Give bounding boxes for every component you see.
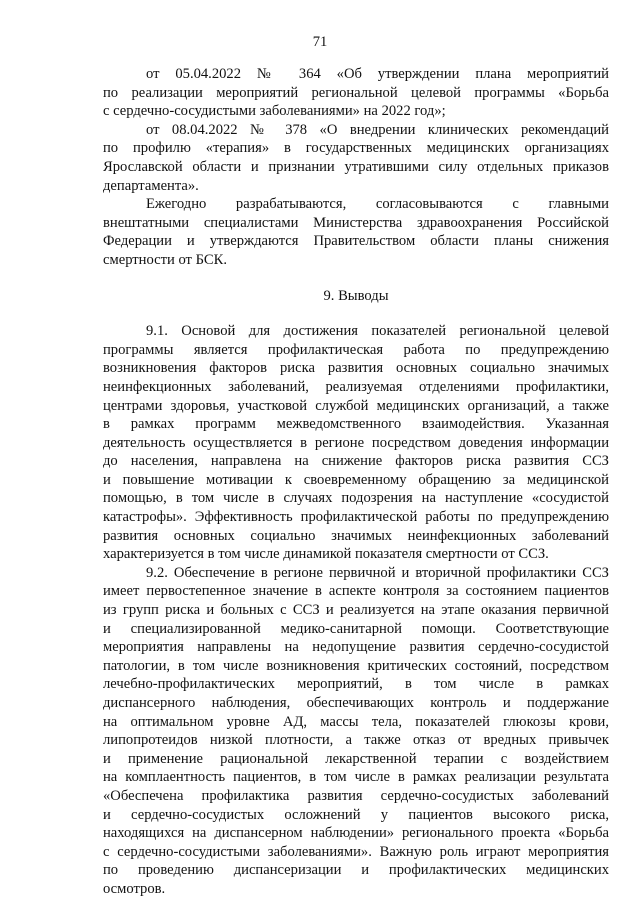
paragraph-line: в рамках программ межведомственного взаимодействия. Указанная — [103, 416, 609, 433]
paragraph-line: и применение рациональной лекарственной терапии с воздействием — [103, 750, 609, 767]
conclusion-paragraphs — [103, 322, 609, 898]
paragraph-line: помощью, в том числе в случаях подозрения на наступление «сосудистой — [103, 490, 609, 507]
paragraph-line: неинфекционных заболеваний, реализуемая отделениями профилактики, — [103, 378, 609, 395]
paragraph-line: осмотров. — [103, 880, 166, 897]
paragraph-line: находящихся на диспансерном наблюдении» регионального проекта «Борьба — [103, 825, 609, 842]
section-heading: 9. Выводы — [323, 287, 389, 304]
paragraph-line: с сердечно-сосудистыми заболеваниями» на 2022 год»; — [103, 103, 446, 120]
paragraph-line: и повышение мотивации к своевременному обращению за медицинской — [103, 471, 609, 488]
paragraph-line: смертности от БСК. — [103, 251, 227, 268]
page-number: 71 — [312, 34, 328, 50]
paragraph-line: департамента». — [103, 177, 199, 194]
paragraph-line: деятельность осуществляется в регионе посредством доведения информации — [103, 434, 609, 451]
paragraph-line: с сердечно-сосудистыми заболеваниями». Важную роль играют мероприятия — [103, 843, 609, 860]
paragraph-line: программы является профилактическая работа по предупреждению — [103, 341, 609, 358]
intro-paragraphs — [103, 65, 609, 270]
paragraph-line: характеризуется в том числе динамикой показателя смертности от ССЗ. — [103, 546, 549, 563]
paragraph-line: центрами здоровья, участковой службой медицинских организаций, а также — [103, 397, 609, 414]
paragraph-line: от 05.04.2022 № 364 «Об утверждении плана мероприятий — [146, 66, 609, 82]
paragraph-line: на оптимальном уровне АД, массы тела, показателей глюкозы крови, — [103, 713, 609, 730]
paragraph-line: мероприятия направлены на недопущение развития сердечно-сосудистой — [103, 639, 609, 656]
paragraph — [103, 121, 609, 195]
paragraph-line: внештатными специалистами Министерства здравоохранения Российской — [103, 214, 609, 231]
paragraph-line: патологии, в том числе возникновения критических состояний, посредством — [103, 657, 609, 674]
paragraph-line: липопротеидов низкой плотности, а также отказ от вредных привычек — [103, 732, 609, 749]
paragraph-line: из групп риска и больных с ССЗ и реализуется на этапе оказания первичной — [103, 602, 609, 619]
paragraph — [103, 65, 609, 121]
paragraph-line: 9.1. Основой для достижения показателей региональной целевой — [146, 323, 609, 340]
paragraph-line: катастрофы». Эффективность профилактической работы по предупреждению — [103, 509, 609, 526]
paragraph-line: и сердечно-сосудистых осложнений у пациентов высокого риска, — [103, 806, 609, 823]
document-body — [103, 65, 609, 899]
paragraph-line: по проведению диспансеризации и профилактических медицинских — [103, 862, 609, 879]
paragraph — [103, 322, 609, 564]
paragraph-line: возникновения факторов риска развития основных социально значимых — [103, 360, 609, 377]
paragraph — [103, 195, 609, 269]
paragraph-line: по профилю «терапия» в государственных медицинских организациях — [103, 140, 609, 157]
paragraph-line: Ежегодно разрабатываются, согласовываются с главными — [146, 196, 609, 213]
paragraph-line: диспансерного наблюдения, обеспечивающих контроль и поддержание — [103, 695, 609, 711]
paragraph-line: Ярославской области и признании утратившими силу отдельных приказов — [103, 158, 609, 175]
paragraph-line: от 08.04.2022 № 378 «О внедрении клинических рекомендаций — [146, 121, 609, 138]
paragraph-line: до населения, направлена на снижение факторов риска развития ССЗ — [103, 453, 609, 470]
paragraph-line: по реализации мероприятий региональной целевой программы «Борьба — [103, 84, 609, 101]
paragraph — [103, 564, 609, 899]
paragraph-line: «Обеспечена профилактика развития сердечно-сосудистых заболеваний — [103, 787, 609, 804]
paragraph-line: развития основных социально значимых неинфекционных заболеваний — [103, 527, 609, 544]
paragraph-line: и специализированной медико-санитарной помощи. Соответствующие — [103, 620, 609, 637]
paragraph-line: имеет первостепенное значение в аспекте контроля за состоянием пациентов — [103, 583, 609, 600]
paragraph-line: Федерации и утверждаются Правительством области планы снижения — [103, 233, 609, 250]
paragraph-line: на комплаентность пациентов, в том числе в рамках реализации результата — [103, 769, 609, 786]
paragraph-line: 9.2. Обеспечение в регионе первичной и вторичной профилактики ССЗ — [146, 564, 609, 581]
paragraph-line: лечебно-профилактических мероприятий, в том числе в рамках — [103, 676, 609, 693]
